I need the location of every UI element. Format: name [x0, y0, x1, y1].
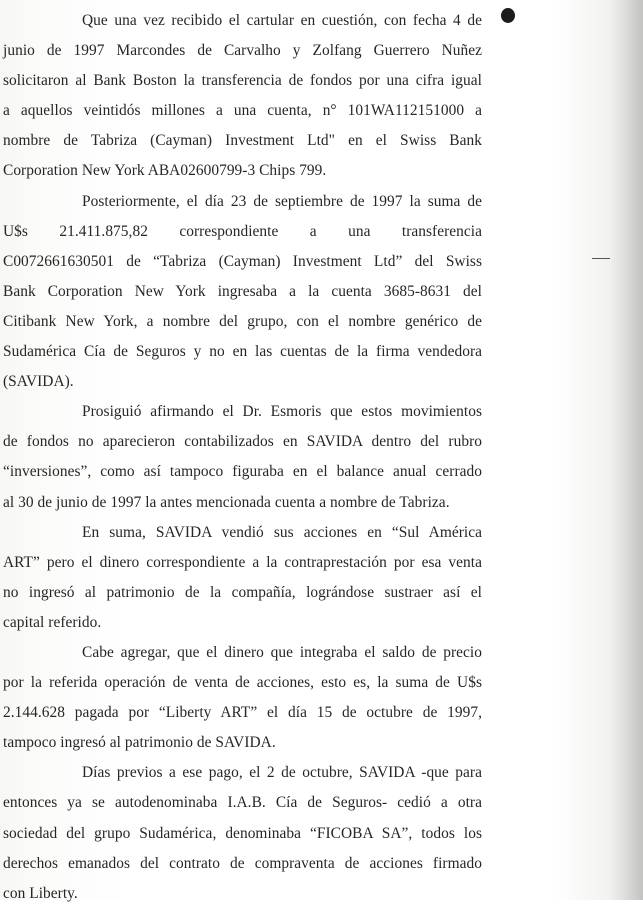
paragraph-line: Posteriormente, el día 23 de septiembre de 1997 la suma de	[82, 192, 482, 210]
paragraph-line: Sudamérica Cía de Seguros y no en las cuentas de la firma vendedora	[3, 343, 482, 361]
paragraph-line: entonces ya se autodenominaba I.A.B. Cía de Seguros- cedió a otra	[3, 794, 482, 812]
paragraph-line: C0072661630501 de “Tabriza (Cayman) Investment Ltd” del Swiss	[3, 252, 482, 270]
paragraph-line: de fondos no aparecieron contabilizados en SAVIDA dentro del rubro	[3, 433, 482, 451]
paragraph-6	[3, 758, 482, 908]
paragraph-line: nombre de Tabriza (Cayman) Investment Ltd" en el Swiss Bank	[3, 132, 482, 150]
paragraph-4	[3, 518, 482, 638]
paragraph-line: En suma, SAVIDA vendió sus acciones en “Sul América	[82, 523, 482, 541]
paragraph-line: Bank Corporation New York ingresaba a la cuenta 3685-8631 del	[3, 282, 482, 300]
paragraph-line: Días previos a ese pago, el 2 de octubre, SAVIDA -que para	[82, 764, 482, 782]
paragraph-line: solicitaron al Bank Boston la transferencia de fondos por una cifra igual	[3, 72, 482, 90]
paragraph-line: Prosiguió afirmando el Dr. Esmoris que estos movimientos	[82, 403, 482, 421]
paragraph-line: Citibank New York, a nombre del grupo, con el nombre genérico de	[3, 312, 482, 330]
paragraph-line: no ingresó al patrimonio de la compañía, lográndose sustraer así el	[3, 583, 482, 601]
margin-tick-mark	[592, 258, 610, 259]
paragraph-line: sociedad del grupo Sudamérica, denominaba “FICOBA SA”, todos los	[3, 824, 482, 842]
paragraph-1	[3, 6, 482, 187]
paragraph-line: ART” pero el dinero correspondiente a la contraprestación por esa venta	[3, 553, 482, 571]
paragraph-line: Que una vez recibido el cartular en cuestión, con fecha 4 de	[82, 12, 482, 29]
paragraph-line: a aquellos veintidós millones a una cuenta, n° 101WA112151000 a	[3, 102, 482, 120]
ink-dot-mark	[501, 8, 515, 23]
paragraph-line: con Liberty.	[3, 884, 78, 902]
paragraph-line: U$s 21.411.875,82 correspondiente a una transferencia	[3, 222, 482, 240]
paragraph-line: derechos emanados del contrato de compraventa de acciones firmado	[3, 854, 482, 872]
paragraph-line: (SAVIDA).	[3, 373, 74, 391]
paragraph-line: Cabe agregar, que el dinero que integraba el saldo de precio	[82, 643, 482, 661]
paragraph-line: Corporation New York ABA02600799-3 Chips 799.	[3, 162, 327, 180]
paragraph-line: al 30 de junio de 1997 la antes mencionada cuenta a nombre de Tabriza.	[3, 493, 450, 511]
paragraph-3	[3, 397, 482, 517]
page-edge-shadow	[609, 0, 643, 900]
document-body	[3, 6, 482, 909]
paragraph-2	[3, 187, 482, 398]
paragraph-line: 2.144.628 pagada por “Liberty ART” el día 15 de octubre de 1997,	[3, 704, 482, 722]
paragraph-line: junio de 1997 Marcondes de Carvalho y Zolfang Guerrero Nuñez	[3, 42, 482, 60]
paragraph-line: “inversiones”, como así tampoco figuraba en el balance anual cerrado	[3, 463, 482, 481]
paragraph-line: por la referida operación de venta de acciones, esto es, la suma de U$s	[3, 674, 482, 692]
paragraph-line: capital referido.	[3, 613, 102, 631]
paragraph-5	[3, 638, 482, 758]
paragraph-line: tampoco ingresó al patrimonio de SAVIDA.	[3, 734, 276, 752]
